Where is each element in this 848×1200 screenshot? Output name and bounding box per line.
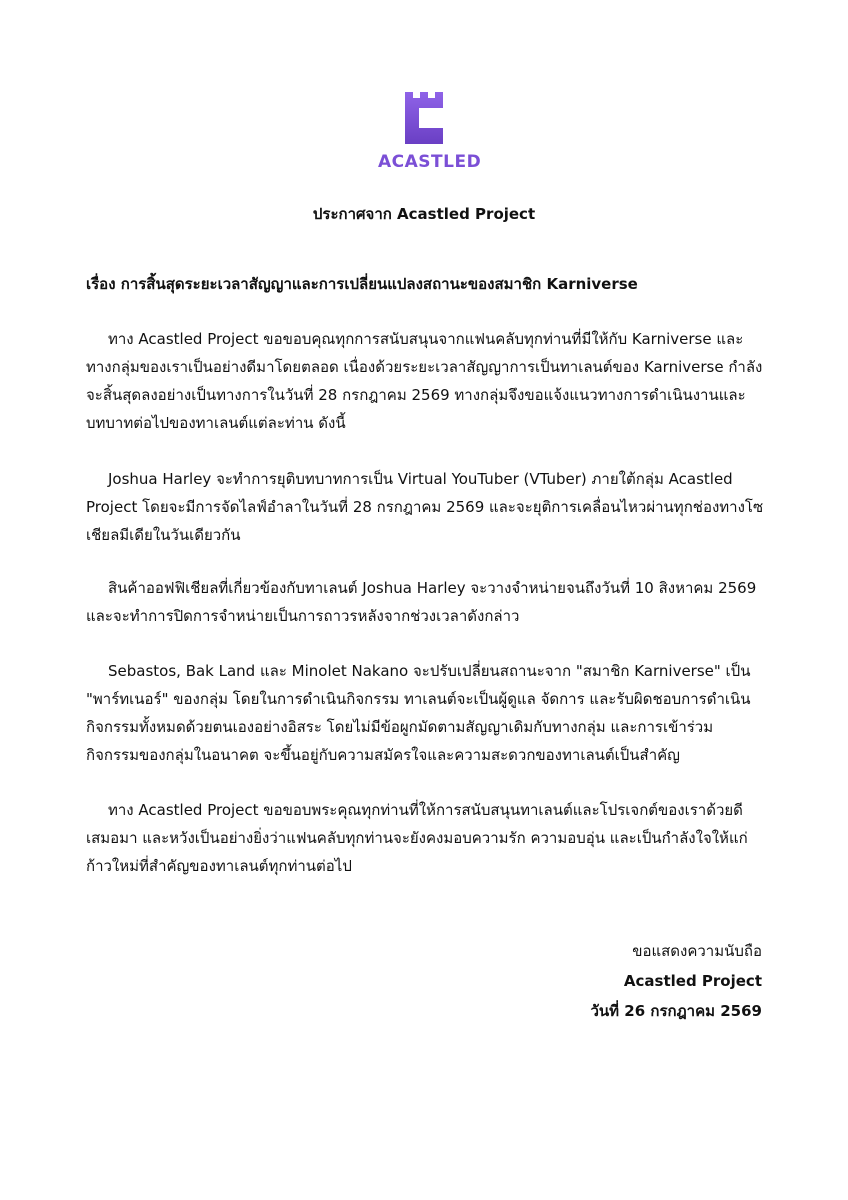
- closing-date: วันที่ 26 กรกฎาคม 2569: [590, 1002, 762, 1020]
- brand-wordmark: ACASTLED: [378, 152, 482, 172]
- paragraph-thanks: ทาง Acastled Project ขอขอบพระคุณทุกท่านที่ให้การสนับสนุนทาเลนต์และโปรเจกต์ของเราด้วยดีเสมอมา และหวังเป็นอย่างยิ่งว่าแฟนคลับทุกท่านจะยังคงมอบความรัก ความอบอุ่น และเป็นกำลังใจให้แก่ก้าวใหม่ที่สำคัญของทาเลนต์ทุกท่านต่อไป: [86, 801, 748, 875]
- closing-signer: Acastled Project: [623, 972, 762, 990]
- closing-block: [591, 936, 763, 1026]
- paragraph-intro: ทาง Acastled Project ขอขอบคุณทุกการสนับสนุนจากแฟนคลับทุกท่านที่มีให้กับ Karniverse และทางกลุ่มของเราเป็นอย่างดีมาโดยตลอด เนื่องด้วยระยะเวลาสัญญาการเป็นทาเลนต์ของ Karniverse กำลังจะสิ้นสุดลงอย่างเป็นทางการในวันที่ 28 กรกฎาคม 2569 ทางกลุ่มจึงขอแจ้งแนวทางการดำเนินงานและบทบาทต่อไปของทาเลนต์แต่ละท่าน ดังนี้: [86, 330, 763, 432]
- castle-logo-icon: [403, 88, 445, 146]
- announcement-heading: ประกาศจาก Acastled Project: [312, 205, 536, 223]
- paragraph-merch: สินค้าออฟฟิเชียลที่เกี่ยวข้องกับทาเลนต์ Joshua Harley จะวางจำหน่ายจนถึงวันที่ 10 สิงหาคม 2569 และจะทำการปิดการจำหน่ายเป็นการถาวรหลังจากช่วงเวลาดังกล่าว: [86, 579, 757, 625]
- acastled-logo: [378, 88, 482, 174]
- closing-regards: ขอแสดงความนับถือ: [632, 942, 762, 960]
- paragraph-partners: Sebastos, Bak Land และ Minolet Nakano จะปรับเปลี่ยนสถานะจาก "สมาชิก Karniverse" เป็น "พาร์ทเนอร์" ของกลุ่ม โดยในการดำเนินกิจกรรม ทาเลนต์จะเป็นผู้ดูแล จัดการ และรับผิดชอบการดำเนินกิจกรรมทั้งหมดด้วยตนเองอย่างอิสระ โดยไม่มีข้อผูกมัดตามสัญญาเดิมกับทางกลุ่ม และการเข้าร่วมกิจกรรมของกลุ่มในอนาคต จะขึ้นอยู่กับความสมัครใจและความสะดวกของทาเลนต์เป็นสำคัญ: [86, 662, 751, 764]
- announcement-subject: เรื่อง การสิ้นสุดระยะเวลาสัญญาและการเปลี่ยนแปลงสถานะของสมาชิก Karniverse: [86, 275, 638, 293]
- paragraph-joshua: Joshua Harley จะทำการยุติบทบาทการเป็น Virtual YouTuber (VTuber) ภายใต้กลุ่ม Acastled Project โดยจะมีการจัดไลฟ์อำลาในวันที่ 28 กรกฎาคม 2569 และจะยุติการเคลื่อนไหวผ่านทุกช่องทางโซเชียลมีเดียในวันเดียวกัน: [86, 470, 764, 544]
